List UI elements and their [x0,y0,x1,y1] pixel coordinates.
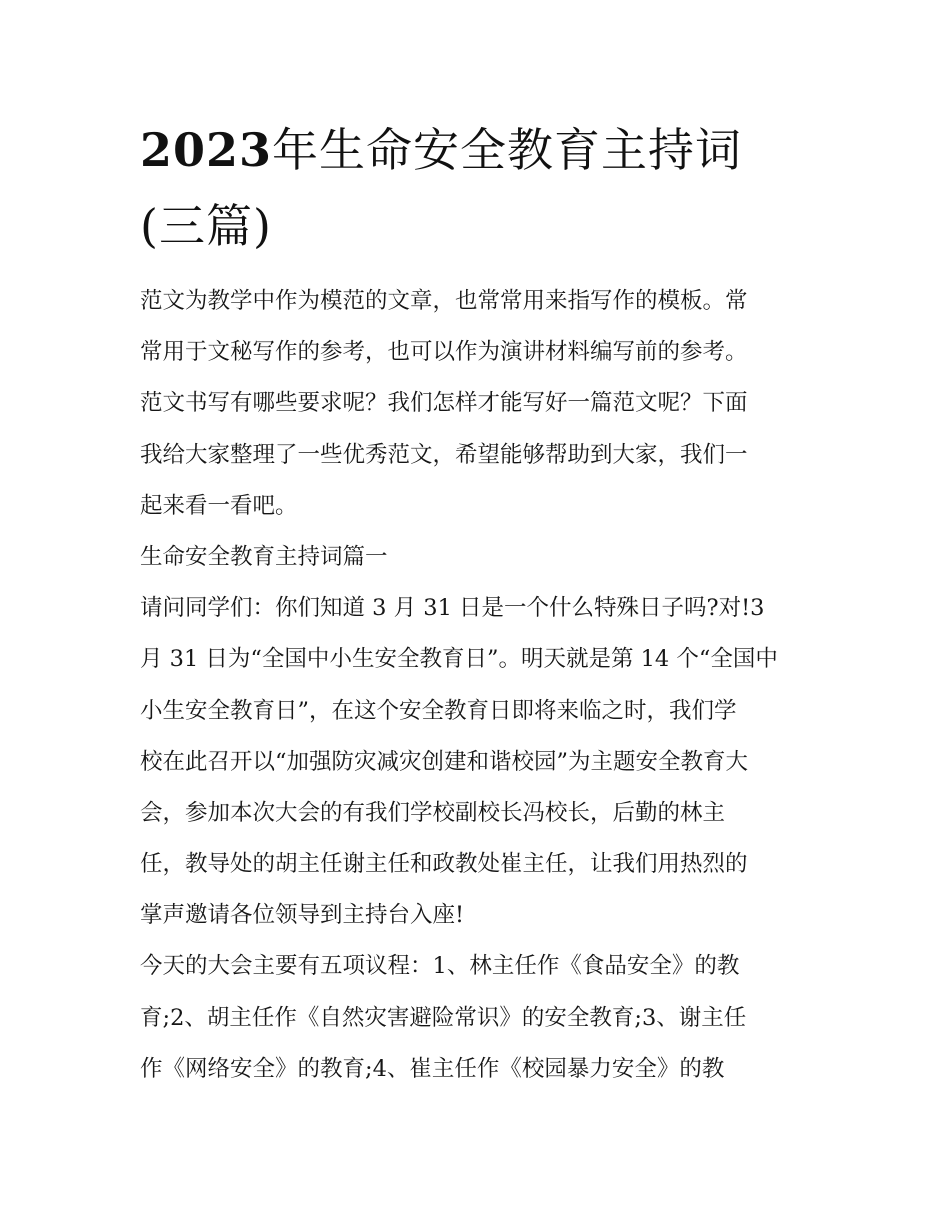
text-line: 范文书写有哪些要求呢？我们怎样才能写好一篇范文呢？下面 [140,390,748,417]
intro-paragraph [140,276,815,532]
text-line: 请问同学们：你们知道 3 月 31 日是一个什么特殊日子吗?对!3 [140,595,765,622]
text-line: 掌声邀请各位领导到主持台入座! [140,902,465,929]
text-line: 作《网络安全》的教育;4、崔主任作《校园暴力安全》的教 [140,1055,725,1082]
text-line: 范文为教学中作为模范的文章，也常常用来指写作的模板。常 [140,288,748,314]
agenda-paragraph [140,941,815,1095]
section-heading [140,532,815,583]
text-line: 会，参加本次大会的有我们学校副校长冯校长，后勤的林主 [140,799,726,826]
text-line: 校在此召开以“加强防灾减灾创建和谐校园”为主题安全教育大 [140,748,749,775]
text-line: 任，教导处的胡主任谢主任和政教处崔主任，让我们用热烈的 [140,851,748,878]
document-body [140,276,815,1095]
title-year: 2023 [140,123,273,177]
opening-paragraph [140,583,815,941]
text-line: 月 31 日为“全国中小生安全教育日”。明天就是第 14 个“全国中 [140,646,778,673]
title-main-text: 年生命安全教育主持词 [272,123,743,177]
text-line: 常用于文秘写作的参考，也可以作为演讲材料编写前的参考。 [140,339,748,366]
text-line: 起来看一看吧。 [140,492,298,519]
text-line: 今天的大会主要有五项议程：1、林主任作《食品安全》的教 [140,953,740,980]
title-line-1 [140,112,820,188]
section-heading-text: 生命安全教育主持词篇一 [140,543,388,570]
title-line-2: (三篇) [140,199,272,253]
text-line: 小生安全教育日”，在这个安全教育日即将来临之时，我们学 [140,697,737,724]
text-line: 我给大家整理了一些优秀范文，希望能够帮助到大家，我们一 [140,441,748,468]
text-line: 育;2、胡主任作《自然灾害避险常识》的安全教育;3、谢主任 [140,1004,747,1031]
document-title [140,112,820,264]
